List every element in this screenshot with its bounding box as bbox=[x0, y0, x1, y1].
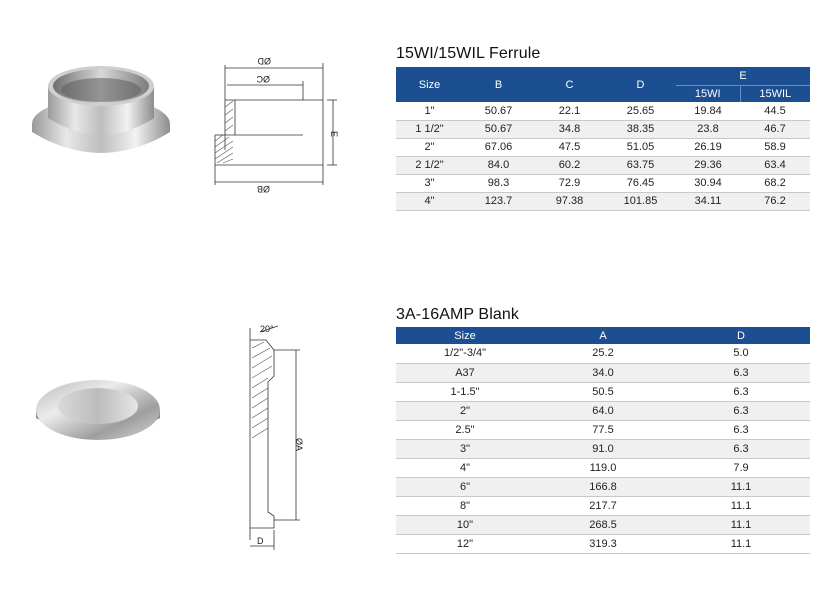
blank-photo bbox=[33, 372, 163, 447]
table-cell: 77.5 bbox=[534, 420, 672, 439]
table-row bbox=[396, 120, 810, 138]
table-cell: 50.67 bbox=[463, 120, 534, 138]
table-row bbox=[396, 496, 810, 515]
table-cell: 268.5 bbox=[534, 515, 672, 534]
table-cell: 2.5" bbox=[396, 420, 534, 439]
table-cell: 72.9 bbox=[534, 174, 605, 192]
table-row bbox=[396, 138, 810, 156]
table-cell: 51.05 bbox=[605, 138, 676, 156]
col-d: D bbox=[605, 67, 676, 102]
table-cell: 6.3 bbox=[672, 420, 810, 439]
table-cell: 76.45 bbox=[605, 174, 676, 192]
table-cell: 1 1/2" bbox=[396, 120, 463, 138]
table-cell: 5.0 bbox=[672, 344, 810, 363]
table-cell: 76.2 bbox=[740, 192, 810, 210]
table-cell: 60.2 bbox=[534, 156, 605, 174]
table-cell: 1/2"-3/4" bbox=[396, 344, 534, 363]
table-cell: 12" bbox=[396, 534, 534, 553]
table-cell: 38.35 bbox=[605, 120, 676, 138]
table-cell: 8" bbox=[396, 496, 534, 515]
label-angle: 20° bbox=[260, 324, 274, 334]
table-cell: A37 bbox=[396, 363, 534, 382]
table-cell: 3" bbox=[396, 439, 534, 458]
table-cell: 30.94 bbox=[676, 174, 740, 192]
table-cell: 166.8 bbox=[534, 477, 672, 496]
table-row bbox=[396, 458, 810, 477]
table-cell: 7.9 bbox=[672, 458, 810, 477]
table-cell: 1" bbox=[396, 102, 463, 120]
table-row bbox=[396, 477, 810, 496]
col-c: C bbox=[534, 67, 605, 102]
table-cell: 101.85 bbox=[605, 192, 676, 210]
ferrule-table bbox=[396, 67, 810, 211]
table-row bbox=[396, 439, 810, 458]
col-d: D bbox=[672, 327, 810, 344]
table-cell: 67.06 bbox=[463, 138, 534, 156]
table-row bbox=[396, 420, 810, 439]
label-oa: ØA bbox=[294, 438, 304, 452]
table-row bbox=[396, 344, 810, 363]
table-cell: 68.2 bbox=[740, 174, 810, 192]
table-cell: 4" bbox=[396, 192, 463, 210]
table-cell: 47.5 bbox=[534, 138, 605, 156]
table-cell: 46.7 bbox=[740, 120, 810, 138]
table-cell: 10" bbox=[396, 515, 534, 534]
table-row bbox=[396, 156, 810, 174]
table-cell: 91.0 bbox=[534, 439, 672, 458]
table-cell: 11.1 bbox=[672, 496, 810, 515]
col-size: Size bbox=[396, 327, 534, 344]
ferrule-title: 15WI/15WIL Ferrule bbox=[396, 45, 541, 62]
table-row bbox=[396, 174, 810, 192]
table-cell: 319.3 bbox=[534, 534, 672, 553]
table-cell: 2" bbox=[396, 401, 534, 420]
table-cell: 2" bbox=[396, 138, 463, 156]
table-cell: 19.84 bbox=[676, 102, 740, 120]
table-cell: 1-1.5" bbox=[396, 382, 534, 401]
table-cell: 50.5 bbox=[534, 382, 672, 401]
col-size: Size bbox=[396, 67, 463, 102]
col-a: A bbox=[534, 327, 672, 344]
label-e: E bbox=[329, 131, 339, 138]
table-cell: 26.19 bbox=[676, 138, 740, 156]
table-cell: 84.0 bbox=[463, 156, 534, 174]
table-row bbox=[396, 363, 810, 382]
col-e: E bbox=[676, 67, 810, 85]
table-cell: 2 1/2" bbox=[396, 156, 463, 174]
label-oc: ØC bbox=[256, 74, 270, 84]
table-cell: 6.3 bbox=[672, 382, 810, 401]
table-cell: 6.3 bbox=[672, 439, 810, 458]
label-ob: ØB bbox=[256, 184, 270, 194]
table-cell: 29.36 bbox=[676, 156, 740, 174]
table-row bbox=[396, 534, 810, 553]
blank-table bbox=[396, 327, 810, 554]
table-cell: 50.67 bbox=[463, 102, 534, 120]
table-cell: 23.8 bbox=[676, 120, 740, 138]
blank-title: 3A-16AMP Blank bbox=[396, 306, 519, 323]
table-cell: 34.0 bbox=[534, 363, 672, 382]
table-cell: 34.11 bbox=[676, 192, 740, 210]
ferrule-drawing bbox=[205, 55, 340, 195]
col-b: B bbox=[463, 67, 534, 102]
table-cell: 6.3 bbox=[672, 363, 810, 382]
table-cell: 11.1 bbox=[672, 477, 810, 496]
table-cell: 123.7 bbox=[463, 192, 534, 210]
col-e-15wi: 15WI bbox=[676, 85, 740, 102]
table-cell: 63.75 bbox=[605, 156, 676, 174]
table-cell: 25.2 bbox=[534, 344, 672, 363]
ferrule-photo bbox=[28, 62, 174, 174]
table-cell: 11.1 bbox=[672, 534, 810, 553]
table-row bbox=[396, 102, 810, 120]
table-row bbox=[396, 401, 810, 420]
table-row bbox=[396, 192, 810, 210]
table-cell: 25.65 bbox=[605, 102, 676, 120]
blank-drawing bbox=[238, 320, 310, 552]
table-cell: 64.0 bbox=[534, 401, 672, 420]
table-cell: 6" bbox=[396, 477, 534, 496]
table-cell: 98.3 bbox=[463, 174, 534, 192]
table-cell: 58.9 bbox=[740, 138, 810, 156]
table-cell: 217.7 bbox=[534, 496, 672, 515]
table-cell: 11.1 bbox=[672, 515, 810, 534]
table-cell: 34.8 bbox=[534, 120, 605, 138]
table-cell: 97.38 bbox=[534, 192, 605, 210]
table-cell: 6.3 bbox=[672, 401, 810, 420]
table-row bbox=[396, 382, 810, 401]
table-cell: 4" bbox=[396, 458, 534, 477]
table-cell: 3" bbox=[396, 174, 463, 192]
table-cell: 119.0 bbox=[534, 458, 672, 477]
label-od: ØD bbox=[257, 56, 271, 66]
table-cell: 63.4 bbox=[740, 156, 810, 174]
table-row bbox=[396, 515, 810, 534]
table-cell: 44.5 bbox=[740, 102, 810, 120]
table-cell: 22.1 bbox=[534, 102, 605, 120]
label-d: D bbox=[257, 536, 264, 546]
col-e-15wil: 15WIL bbox=[740, 85, 810, 102]
